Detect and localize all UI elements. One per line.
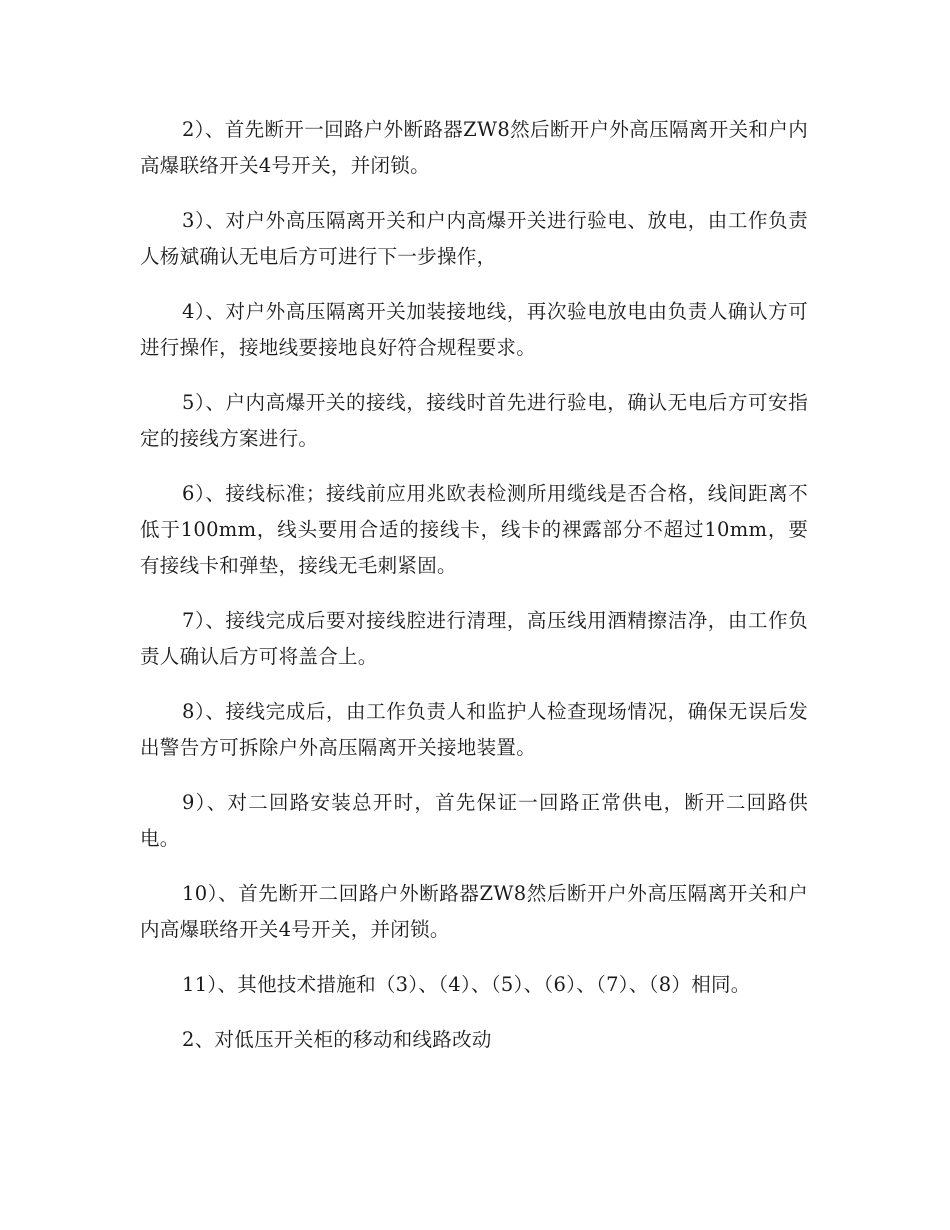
paragraph-step-2: 2）、首先断开一回路户外断路器ZW8然后断开户外高压隔离开关和户内高爆联络开关4号开关，并闭锁。	[140, 118, 808, 177]
section-heading: 2、对低压开关柜的移动和线路改动	[182, 1028, 492, 1051]
paragraph-step-6: 6）、接线标准；接线前应用兆欧表检测所用缆线是否合格，线间距离不低于100mm，线头要用合适的接线卡，线卡的裸露部分不超过10mm，要有接线卡和弹垫，接线无毛刺紧固。	[140, 482, 808, 577]
paragraph-step-11: 11）、其他技术措施和（3）、（4）、（5）、（6）、（7）、（8）相同。	[182, 973, 751, 996]
paragraph-step-5: 5）、户内高爆开关的接线，接线时首先进行验电，确认无电后方可安指定的接线方案进行。	[140, 391, 808, 450]
document-page	[140, 112, 808, 1077]
paragraph-step-10: 10）、首先断开二回路户外断路器ZW8然后断开户外高压隔离开关和户内高爆联络开关4号开关，并闭锁。	[140, 882, 808, 941]
paragraph-step-7: 7）、接线完成后要对接线腔进行清理，高压线用酒精擦洁净，由工作负责人确认后方可将盖合上。	[140, 609, 808, 668]
paragraph-step-3: 3）、对户外高压隔离开关和户内高爆开关进行验电、放电，由工作负责人杨斌确认无电后方可进行下一步操作，	[140, 209, 808, 268]
paragraph-step-4: 4）、对户外高压隔离开关加装接地线，再次验电放电由负责人确认方可进行操作，接地线要接地良好符合规程要求。	[140, 300, 808, 359]
paragraph-step-8: 8）、接线完成后，由工作负责人和监护人检查现场情况，确保无误后发出警告方可拆除户外高压隔离开关接地装置。	[140, 700, 808, 759]
paragraph-step-9: 9）、对二回路安装总开时，首先保证一回路正常供电，断开二回路供电。	[140, 791, 808, 850]
